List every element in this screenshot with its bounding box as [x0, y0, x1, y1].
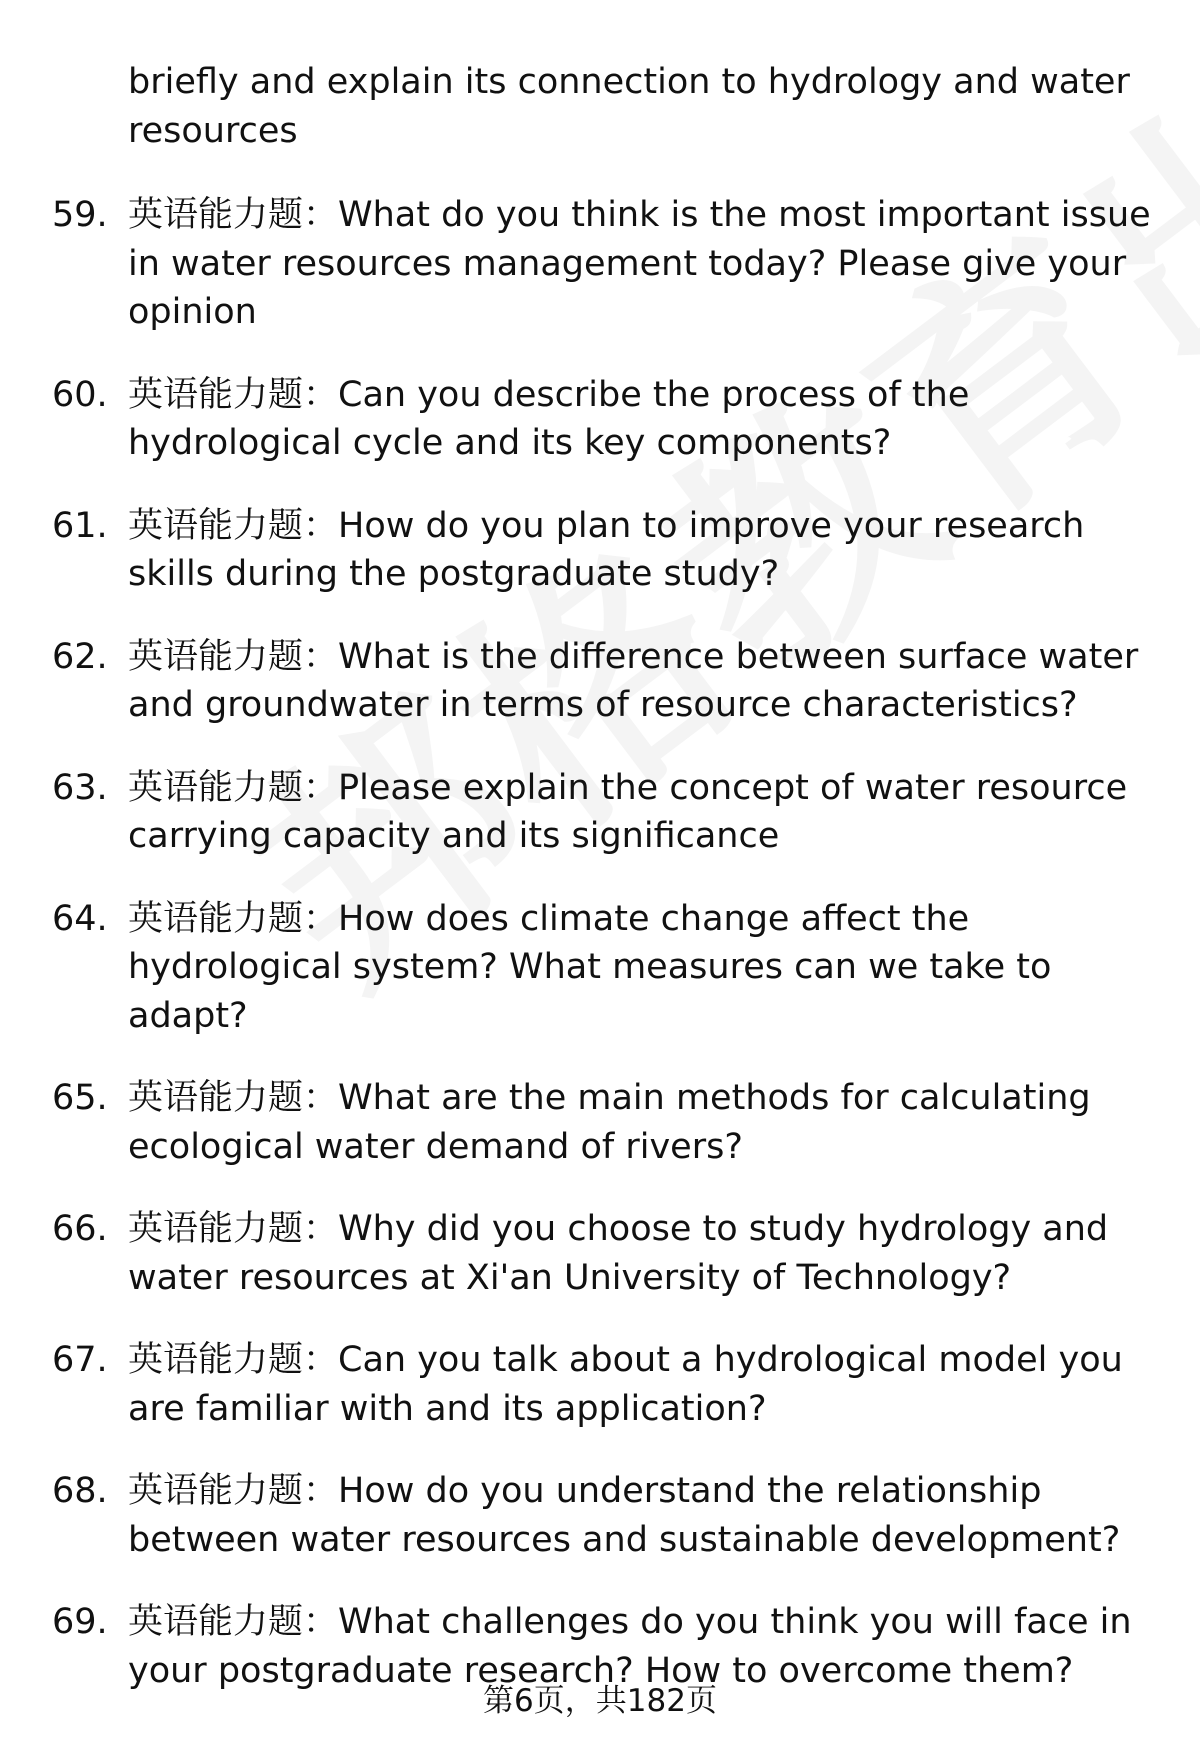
question-continuation	[0, 58, 1200, 155]
question-text: Can you talk about a hydrological model you are familiar with and its application?	[128, 1340, 1123, 1429]
question-item-59	[0, 191, 1200, 337]
question-tag: 英语能力题：	[128, 636, 339, 677]
question-item-64	[0, 895, 1200, 1041]
question-tag: 英语能力题：	[128, 767, 339, 808]
question-tag: 英语能力题：	[128, 195, 339, 235]
question-text: Can you describe the process of the hydrological cycle and its key components?	[128, 374, 970, 463]
question-text: How do you plan to improve your research skills during the postgraduate study?	[128, 505, 1085, 594]
question-text: How does climate change affect the hydrological system? What measures can we take to adapt?	[128, 898, 1052, 1036]
question-tag: 英语能力题：	[128, 374, 339, 415]
question-item-60	[0, 371, 1200, 468]
question-item-63	[0, 764, 1200, 861]
question-text: What do you think is the most important issue in water resources management today? Please give your opinion	[128, 195, 1151, 332]
question-number: 59.	[52, 195, 108, 235]
question-item-68	[0, 1467, 1200, 1564]
question-number: 60.	[52, 374, 108, 415]
page-number-footer: 第6页，共182页	[483, 1683, 717, 1719]
question-number: 61.	[52, 505, 108, 546]
question-tag: 英语能力题：	[128, 1471, 339, 1511]
question-number: 63.	[52, 767, 108, 808]
question-tag: 英语能力题：	[128, 505, 339, 546]
question-item-62	[0, 633, 1200, 730]
question-tag: 英语能力题：	[128, 1602, 339, 1642]
question-number: 65.	[52, 1078, 108, 1118]
question-item-67	[0, 1336, 1200, 1433]
question-text: Please explain the concept of water resource carrying capacity and its significance	[128, 767, 1128, 856]
question-number: 64.	[52, 898, 108, 939]
question-text: How do you understand the relationship between water resources and sustainable development?	[128, 1471, 1121, 1560]
question-tag: 英语能力题：	[128, 898, 339, 939]
question-tag: 英语能力题：	[128, 1340, 339, 1380]
question-list	[0, 58, 1200, 1729]
question-text: What are the main methods for calculating ecological water demand of rivers?	[128, 1078, 1091, 1167]
question-number: 67.	[52, 1340, 108, 1380]
question-number: 62.	[52, 636, 108, 677]
question-number: 66.	[52, 1209, 108, 1249]
question-text: What is the difference between surface water and groundwater in terms of resource characteristics?	[128, 636, 1139, 725]
question-number: 69.	[52, 1602, 108, 1642]
question-number: 68.	[52, 1471, 108, 1511]
question-continuation-text: briefly and explain its connection to hydrology and water resources	[128, 62, 1130, 151]
question-text: Why did you choose to study hydrology and water resources at Xi'an University of Technology?	[128, 1209, 1109, 1298]
question-text: What challenges do you think you will face in your postgraduate research? How to overcome them?	[128, 1602, 1132, 1691]
question-item-65	[0, 1074, 1200, 1171]
question-tag: 英语能力题：	[128, 1078, 339, 1118]
question-item-61	[0, 502, 1200, 599]
question-tag: 英语能力题：	[128, 1209, 339, 1249]
question-item-66	[0, 1205, 1200, 1302]
